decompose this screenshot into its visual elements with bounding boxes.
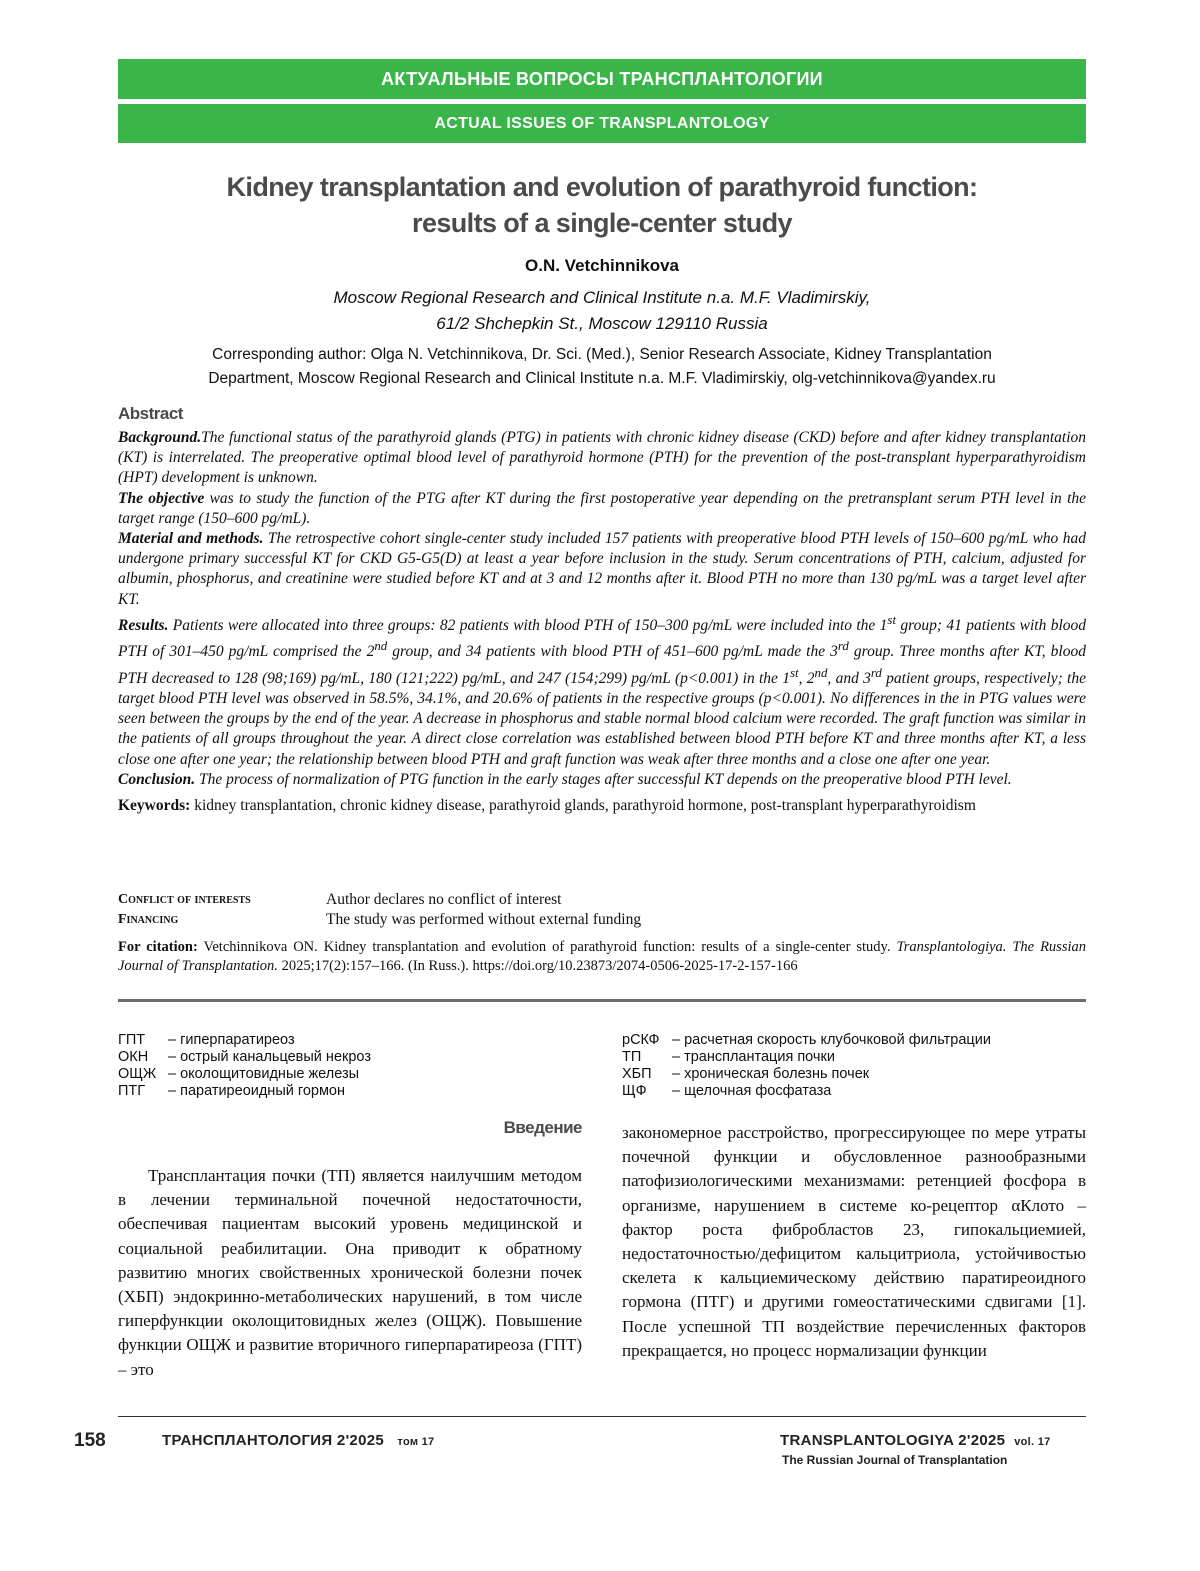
author-name: O.N. Vetchinnikova xyxy=(525,256,679,275)
abbreviation-value: – хроническая болезнь почек xyxy=(672,1066,870,1082)
abbreviation-key: ХБП xyxy=(622,1066,652,1082)
citation-doi[interactable]: 2025;17(2):157–166. (In Russ.). https://doi.org/10.23873/2074-0506-2025-17-2-157-166 xyxy=(281,957,798,974)
results-text: group, and 34 patients with blood PTH of 451–600 pg/mL made the 3 xyxy=(387,643,838,661)
ordinal-suffix: nd xyxy=(374,638,388,654)
affiliation-line-2: 61/2 Shchepkin St., Moscow 129110 Russia xyxy=(436,314,768,333)
footer-journal-en xyxy=(780,1432,1051,1449)
ordinal-suffix: st xyxy=(789,664,799,680)
results-text: group. Three months after KT, blood PTH decreased to 128 (98;169) pg/mL, 180 (121;222) pg/mL, and 247 (154;299) pg/mL (p<0.001) in the 1 xyxy=(118,643,1086,687)
affiliation-line-1: Moscow Regional Research and Clinical Institute n.a. M.F. Vladimirskiy, xyxy=(333,288,871,307)
conflict-text: Author declares no conflict of interest xyxy=(326,891,562,908)
citation-text: Vetchinnikova ON. Kidney transplantation and evolution of parathyroid function: results of a single-center study. xyxy=(203,939,891,955)
introduction-heading: Введение xyxy=(503,1118,582,1137)
page-number: 158 xyxy=(74,1430,106,1451)
abbreviation-value: – гиперпаратиреоз xyxy=(168,1032,295,1048)
abbreviation-key: ЩФ xyxy=(622,1083,647,1099)
section-divider xyxy=(118,999,1086,1002)
abbreviation-key: ПТГ xyxy=(118,1083,146,1099)
footer-journal-subtitle: The Russian Journal of Transplantation xyxy=(782,1453,1008,1467)
conflict-row xyxy=(118,890,1086,910)
abbreviation-row xyxy=(118,1066,371,1083)
abbreviation-key: ТП xyxy=(622,1049,642,1065)
abbreviation-value: – щелочная фосфатаза xyxy=(672,1083,832,1099)
results-label: Results. xyxy=(118,616,169,634)
background-label: Background. xyxy=(118,429,202,446)
conclusion-label: Conclusion. xyxy=(118,770,196,788)
methods-text: The retrospective cohort single-center study included 157 patients with preoperative blood PTH levels of 150–600 pg/mL who had undergone primary successful KT for CKD G5-G5(D) at least a year before inclusion in the study. Serum concentrations of PTH, calcium, adjusted for albumin, phosphorus, and creatinine were studied before KT and at 3 and 12 months after it. Blood PTH no more than 130 pg/mL was a target level after KT. xyxy=(118,530,1086,608)
background-text: The functional status of the parathyroid glands (PTG) in patients with chronic kidney disease (CKD) before and after kidney transplantation (KT) is interrelated. The preoperative optimal blood level of parathyroid hormone (PTH) for the prevention of the post-transplant hyperparathyroidism (HPT) development is unknown. xyxy=(118,429,1086,487)
keywords-label: Keywords: xyxy=(118,796,191,814)
abbreviation-value: – паратиреоидный гормон xyxy=(168,1083,346,1099)
abbreviation-value: – расчетная скорость клубочковой фильтрации xyxy=(672,1032,991,1048)
footer-journal-ru-title: ТРАНСПЛАНТОЛОГИЯ 2'2025 xyxy=(162,1432,385,1449)
footer-journal-ru xyxy=(162,1432,434,1449)
abbreviation-row xyxy=(118,1049,371,1066)
article-title-line-1: Kidney transplantation and evolution of parathyroid function: xyxy=(226,172,978,202)
abbreviation-key: ОЩЖ xyxy=(118,1066,157,1082)
abbreviation-row xyxy=(118,1083,371,1100)
abbreviations-right xyxy=(622,1032,991,1100)
conclusion-text: The process of normalization of PTG function in the early stages after successful KT depends on the preoperative blood PTH level. xyxy=(198,770,1012,788)
footer-volume-en: vol. 17 xyxy=(1014,1436,1051,1448)
intro-paragraph-left: Трансплантация почки (ТП) является наилучшим методом в лечении терминальной почечной недостаточности, обеспечивая пациентам высокий уровень медицинской и социальной реабилитации. Она приводит к обратному развитию многих свойственных хронической болезни почек (ХБП) эндокринно-метаболических нарушений, в том числе гиперфункции околощитовидных желез (ОЩЖ). Повышение функции ОЩЖ и развитие вторичного гиперпаратиреоза (ГПТ) – это xyxy=(118,1166,582,1379)
financing-label: Financing xyxy=(118,912,179,927)
abbreviation-row xyxy=(622,1032,991,1049)
corresponding-author-line-2: Department, Moscow Regional Research and Clinical Institute n.a. M.F. Vladimirskiy, olg-vetchinnikova@yandex.ru xyxy=(208,370,996,387)
financing-row xyxy=(118,910,1086,930)
article-meta xyxy=(118,890,1086,930)
results-text: Patients were allocated into three groups: 82 patients with blood PTH of 150–300 pg/mL were included into the 1 xyxy=(172,616,888,634)
abbreviation-value: – трансплантация почки xyxy=(672,1049,835,1065)
ordinal-suffix: rd xyxy=(837,638,849,654)
footer-journal-en-title: TRANSPLANTOLOGIYA 2'2025 xyxy=(780,1432,1006,1449)
section-band-english: ACTUAL ISSUES OF TRANSPLANTOLOGY xyxy=(118,104,1086,143)
abbreviation-row xyxy=(622,1066,991,1083)
abstract-methods xyxy=(118,529,1086,610)
body-column-left xyxy=(118,1164,582,1382)
abstract-body xyxy=(118,428,1086,816)
ordinal-suffix: rd xyxy=(870,664,882,680)
results-text: , 2 xyxy=(798,669,815,687)
keywords xyxy=(118,796,1086,816)
footer-volume-ru: том 17 xyxy=(397,1436,435,1448)
keywords-text: kidney transplantation, chronic kidney disease, parathyroid glands, parathyroid hormone, post-transplant hyperparathyroidism xyxy=(194,796,976,814)
citation-label: For citation: xyxy=(118,939,198,955)
abbreviation-value: – околощитовидные железы xyxy=(168,1066,360,1082)
abbreviation-key: ОКН xyxy=(118,1049,149,1065)
section-band-russian: АКТУАЛЬНЫЕ ВОПРОСЫ ТРАНСПЛАНТОЛОГИИ xyxy=(118,59,1086,99)
abstract-objective xyxy=(118,489,1086,529)
ordinal-suffix: nd xyxy=(814,664,828,680)
abstract-heading: Abstract xyxy=(118,404,183,423)
abstract-conclusion xyxy=(118,770,1086,790)
article-title-line-2: results of a single-center study xyxy=(412,208,792,238)
abbreviation-row xyxy=(118,1032,371,1049)
corresponding-author-line-1: Corresponding author: Olga N. Vetchinnikova, Dr. Sci. (Med.), Senior Research Associate, Kidney Transplantation xyxy=(212,346,992,363)
conflict-label: Conflict of interests xyxy=(118,892,251,907)
ordinal-suffix: st xyxy=(887,611,897,627)
intro-paragraph-right: закономерное расстройство, прогрессирующее по мере утраты почечной функции и обусловленное разнообразными патофизиологическими механизмами: ретенцией фосфора в организме, нарушением в системе ко-рецептор αКлото – фактор роста фибробластов 23, гипокальциемией, недостаточностью/дефицитом кальцитриола, устойчивостью скелета к кальциемическому действию паратиреоидного гормона (ПТГ) и другими гомеостатическими сдвигами [1]. После успешной ТП воздействие перечисленных факторов прекращается, но процесс нормализации функции xyxy=(622,1123,1086,1360)
abbreviation-row xyxy=(622,1083,991,1100)
results-text: group; 41 patients with blood PTH of 301–450 pg/mL comprised the 2 xyxy=(118,616,1087,661)
objective-label: The objective xyxy=(118,489,205,507)
abstract-background xyxy=(118,428,1086,489)
citation xyxy=(118,938,1086,975)
abbreviation-value: – острый канальцевый некроз xyxy=(168,1049,371,1065)
abbreviation-key: рСКФ xyxy=(622,1032,660,1048)
body-column-right xyxy=(622,1121,1086,1363)
methods-label: Material and methods. xyxy=(118,530,264,548)
results-text: patient groups, respectively; the target blood PTH level was observed in 58.5%, 34.1%, and 20.6% of patients in the respective groups (p<0.001). No differences in the in PTG values were seen between the groups by the end of the year. A decrease in phosphorus and stable normal blood calcium were recorded. The graft function was similar in the patients of all groups throughout the year. A direct close correlation was established between blood PTH before KT and three months after KT, a less close one after one year; the relationship between blood PTH and graft function was weak after three months and a close one after one year. xyxy=(118,669,1086,768)
abbreviations-left xyxy=(118,1032,371,1100)
footer-divider xyxy=(118,1416,1086,1417)
abbreviation-key: ГПТ xyxy=(118,1032,146,1048)
citation-journal: Transplantologiya. The Russian Journal of Transplantation. xyxy=(118,939,1087,974)
objective-text: was to study the function of the PTG after KT during the first postoperative year depending on the pretransplant serum PTH level in the target range (150–600 pg/mL). xyxy=(118,489,1087,527)
abbreviation-row xyxy=(622,1049,991,1066)
abstract-results xyxy=(118,610,1086,770)
results-text: , and 3 xyxy=(827,669,871,687)
financing-text: The study was performed without external funding xyxy=(326,911,642,928)
